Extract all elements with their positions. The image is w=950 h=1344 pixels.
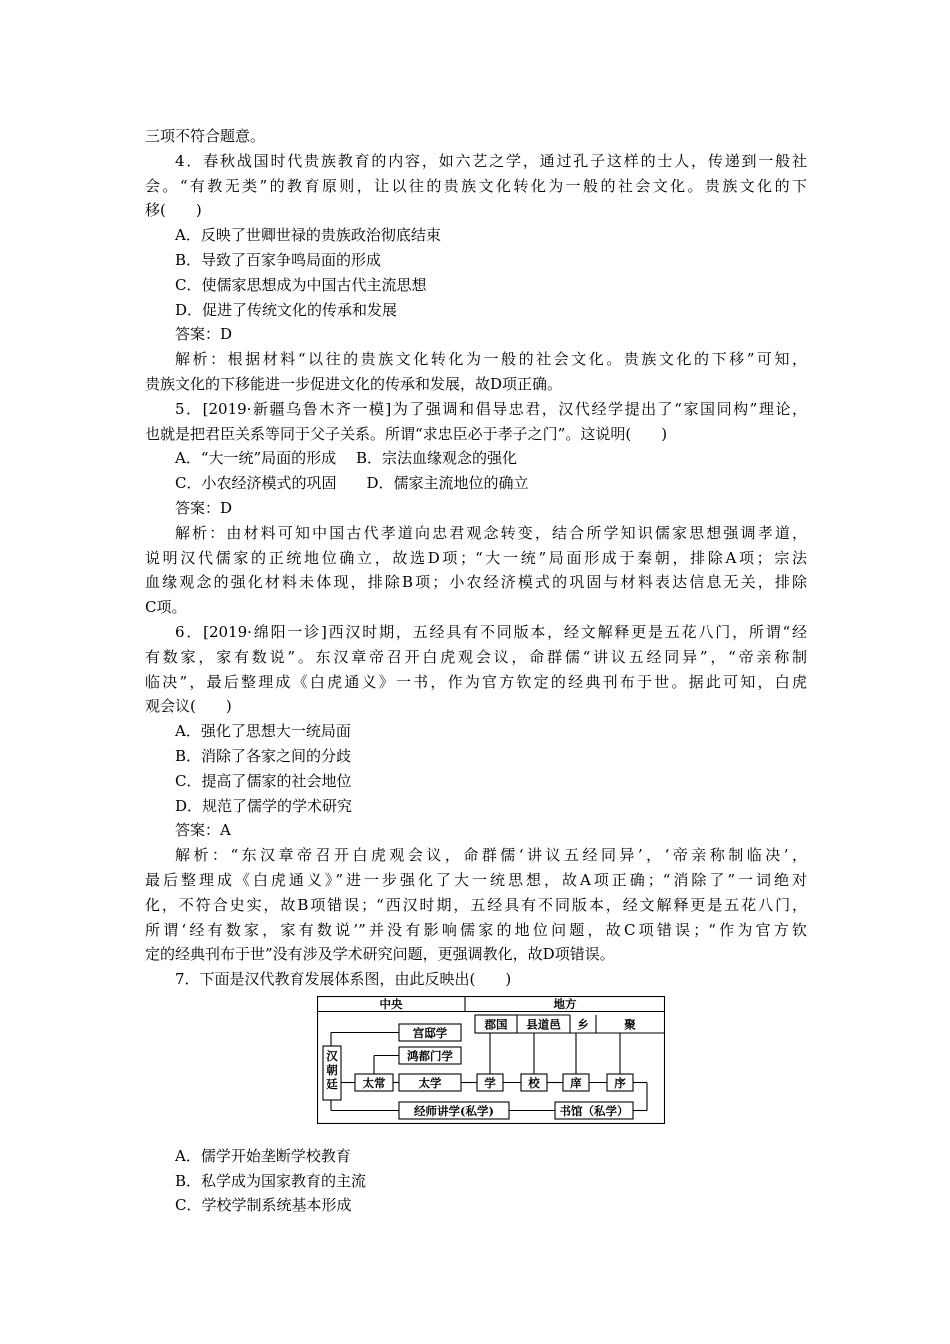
taichang-label: 太常 [362, 1075, 386, 1090]
xiang-label: 乡 [577, 1017, 589, 1032]
han-education-system-diagram [317, 996, 665, 1124]
text-line: 7．下面是汉代教育发展体系图，由此反映出( ) [175, 970, 512, 989]
diagram-container [145, 996, 807, 1128]
text-line: 说明汉代儒家的正统地位确立，故选D项；“大一统”局面形成于秦朝，排除A项；宗法 [145, 548, 807, 567]
text-line: 有数家，家有数说”。东汉章帝召开白虎观会议，命群儒“讲议五经同异”，“帝亲称制 [145, 647, 807, 666]
text-line: C项。 [145, 598, 187, 617]
gongdixue-label: 宫邸学 [412, 1025, 448, 1040]
text-line: 也就是把君臣关系等同于父子关系。所谓“求忠臣必于孝子之门”。这说明( ) [145, 424, 668, 443]
text-line: C．学校学制系统基本形成 [175, 1196, 352, 1215]
text-line: 解析：“东汉章帝召开白虎观会议，命群儒‘讲议五经同异’，‘帝亲称制临决’， [175, 846, 807, 865]
text-line: 化，不符合史实，故B项错误；“西汉时期，五经具有不同版本，经文解释更是五花八门， [145, 895, 807, 914]
text-line: C．提高了儒家的社会地位 [175, 771, 352, 790]
text-line: 5．[2019·新疆乌鲁木齐一模]为了强调和倡导忠君，汉代经学提出了“家国同构”理论， [175, 399, 807, 418]
xiandaoyi-label: 县道邑 [526, 1017, 561, 1032]
text-line: B．消除了各家之间的分歧 [175, 746, 352, 765]
text-line: D．促进了传统文化的传承和发展 [175, 300, 398, 319]
text-line: 解析：根据材料“以往的贵族文化转化为一般的社会文化。贵族文化的下移”可知， [175, 350, 807, 369]
text-line: B．导致了百家争鸣局面的形成 [175, 250, 382, 269]
text-line: 答案：D [175, 325, 233, 344]
text-line: 观会议( ) [145, 697, 232, 716]
text-line: A．反映了世卿世禄的贵族政治彻底结束 [175, 226, 441, 245]
text-line: 移( ) [145, 201, 202, 220]
shuguan-label: 书馆（私学） [559, 1103, 629, 1118]
text-line: 解析：由材料可知中国古代孝道向忠君观念转变，结合所学知识儒家思想强调孝道， [175, 523, 807, 542]
xiao-label: 校 [528, 1075, 540, 1090]
text-line: 贵族文化的下移能进一步促进文化的传承和发展，故D项正确。 [145, 374, 563, 393]
text-line: 三项不符合题意。 [145, 127, 266, 145]
xu-label: 序 [614, 1075, 626, 1090]
text-line: 答案：A [175, 821, 231, 840]
central-header-label: 中央 [379, 996, 403, 1011]
xue-label: 学 [484, 1075, 496, 1090]
text-line: A．“大一统”局面的形成 B．宗法血缘观念的强化 [175, 449, 517, 468]
text-line: 会。“有教无类”的教育原则，让以往的贵族文化转化为一般的社会文化。贵族文化的下 [145, 176, 807, 195]
document-body [145, 124, 807, 1218]
han-court-label: 汉朝廷 [326, 1048, 338, 1091]
text-line: A．强化了思想大一统局面 [175, 722, 351, 741]
jingshi-label: 经师讲学(私学) [414, 1103, 494, 1118]
text-line: C．小农经济模式的巩固 D．儒家主流地位的确立 [175, 474, 529, 493]
text-line: 答案：D [175, 498, 233, 517]
taixue-label: 太学 [418, 1075, 442, 1090]
text-line: A．儒学开始垄断学校教育 [175, 1146, 351, 1165]
text-line: 所谓‘经有数家，家有数说’”并没有影响儒家的地位问题，故C项错误；“作为官方钦 [145, 920, 807, 939]
xiang2-label: 庠 [570, 1075, 582, 1090]
question-text-block [145, 124, 807, 992]
text-line: 4．春秋战国时代贵族教育的内容，如六艺之学，通过孔子这样的士人，传递到一般社 [175, 151, 807, 170]
text-line: D．规范了儒学的学术研究 [175, 796, 353, 815]
text-line: 6．[2019·绵阳一诊]西汉时期，五经具有不同版本，经文解释更是五花八门，所谓“经 [175, 622, 807, 641]
text-line: B．私学成为国家教育的主流 [175, 1171, 367, 1190]
text-line: 临决”，最后整理成《白虎通义》一书，作为官方钦定的经典刊布于世。据此可知，白虎 [145, 672, 807, 691]
junguo-label: 郡国 [484, 1017, 508, 1032]
local-header-label: 地方 [553, 996, 577, 1011]
hongdumenxue-label: 鸿都门学 [407, 1048, 453, 1063]
ju-label: 聚 [624, 1017, 636, 1032]
question-options-block [145, 1144, 807, 1218]
text-line: 血缘观念的强化材料未体现，排除B项；小农经济模式的巩固与材料表达信息无关，排除 [145, 573, 807, 592]
text-line: 最后整理成《白虎通义》”进一步强化了大一统思想，故A项正确；“消除了”一词绝对 [145, 870, 807, 889]
text-line: C．使儒家思想成为中国古代主流思想 [175, 275, 427, 294]
text-line: 定的经典刊布于世”没有涉及学术研究问题，更强调教化，故D项错误。 [145, 945, 615, 964]
